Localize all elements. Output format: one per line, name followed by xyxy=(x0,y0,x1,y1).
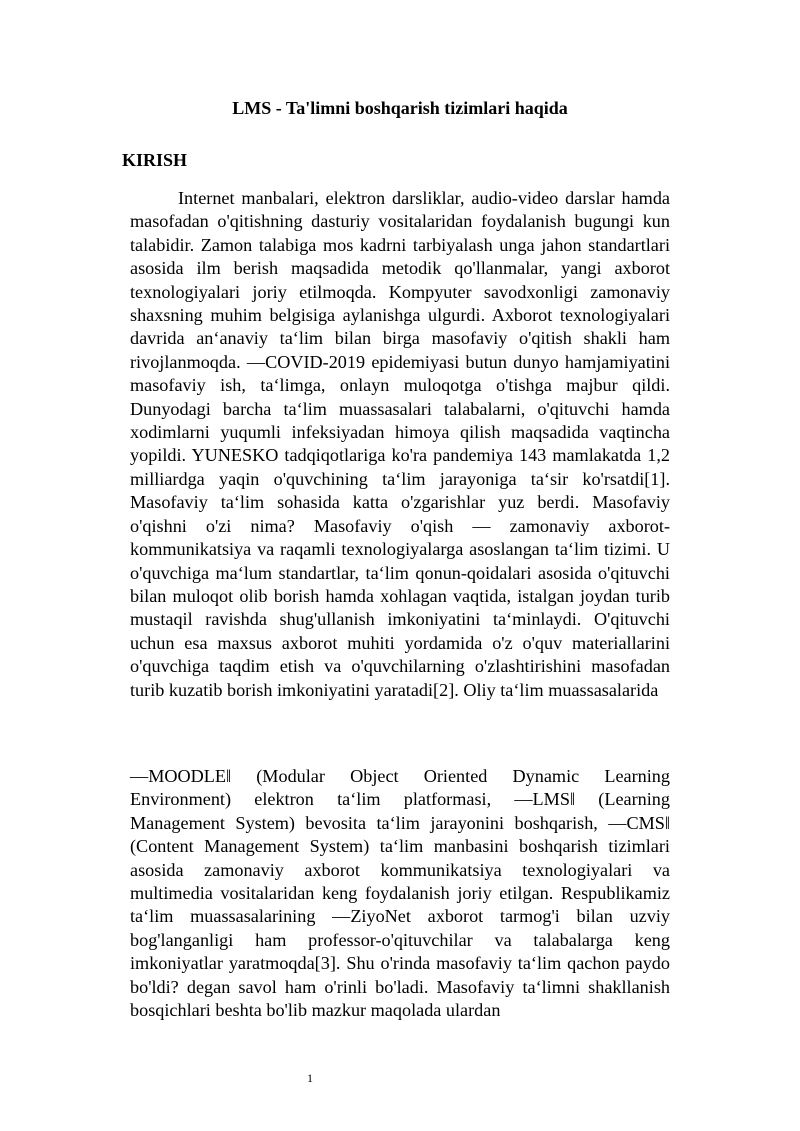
section-heading: KIRISH xyxy=(122,150,188,170)
body-paragraph-1: Internet manbalari, elektron darsliklar, audio-video darslar hamda masofadan o'qitishning dasturiy vositalaridan foydalanish bugungi kun talabidir. Zamon talabiga mos kadrni tarbiyalash unga jahon standartlari asosida ilm berish maqsadida metodik qo'llanmalar, yangi axborot texnologiyalari joriy etilmoqda. Kompyuter savodxonligi zamonaviy shaxsning muhim belgisiga aylanishga ulgurdi. Axborot texnologiyalari davrida an‘anaviy ta‘lim bilan birga masofaviy o'qitish shakli ham rivojlanmoqda. ―COVID-2019 epidemiyasi butun dunyo hamjamiyatini masofaviy ish, ta‘limga, onlayn muloqotga o'tishga majbur qildi. Dunyodagi barcha ta‘lim muassasalari talabalarni, o'qituvchi hamda xodimlarni yuqumli infeksiyadan himoya qilish maqsadida vaqtincha yopildi. YUNESKO tadqiqotlariga ko'ra pandemiya 143 mamlakatda 1,2 milliardga yaqin o'quvchining ta‘lim jarayoniga ta‘sir ko'rsatdi[1]. Masofaviy ta‘lim sohasida katta o'zgarishlar yuz berdi. Masofaviy o'qishni o'zi nima? Masofaviy o'qish — zamonaviy axborot-kommunikatsiya va raqamli texnologiyalarga asoslangan ta‘lim tizimi. U o'quvchiga ma‘lum standartlar, ta‘lim qonun-qoidalari asosida o'qituvchi bilan muloqot olib borish hamda xohlagan vaqtida, istalgan joydan turib mustaqil ravishda shug'ullanish imkoniyatini ta‘minlaydi. O'qituvchi uchun esa maxsus axborot muhiti yordamida o'z o'quv materiallarini o'quvchiga taqdim etish va o'quvchilarning o'zlashtirishini masofadan turib kuzatib borish imkoniyatini yaratadi[2]. Oliy ta‘lim muassasalarida xyxy=(130,188,670,700)
page-number: 1 xyxy=(307,1071,313,1085)
document-title: LMS - Ta'limni boshqarish tizimlari haqida xyxy=(232,98,568,118)
body-paragraph-2: ―MOODLE‖ (Modular Object Oriented Dynamic Learning Environment) elektron ta‘lim platformasi, ―LMS‖ (Learning Management System) bevosita ta‘lim jarayonini boshqarish, ―CMS‖ (Content Management System) ta‘lim manbasini boshqarish tizimlari asosida zamonaviy axborot kommunikatsiya texnologiyalari va multimedia vositalaridan keng foydalanish joriy etilgan. Respublikamiz ta‘lim muassasalarining ―ZiyoNet axborot tarmog'i bilan uzviy bog'langanligi ham professor-o'qituvchilar va talabalarga keng imkoniyatlar yaratmoqda[3]. Shu o'rinda masofaviy ta‘lim qachon paydo bo'ldi? degan savol ham o'rinli bo'ladi. Masofaviy ta‘limni shakllanish bosqichlari beshta bo'lib mazkur maqolada ulardan xyxy=(130,766,670,1021)
